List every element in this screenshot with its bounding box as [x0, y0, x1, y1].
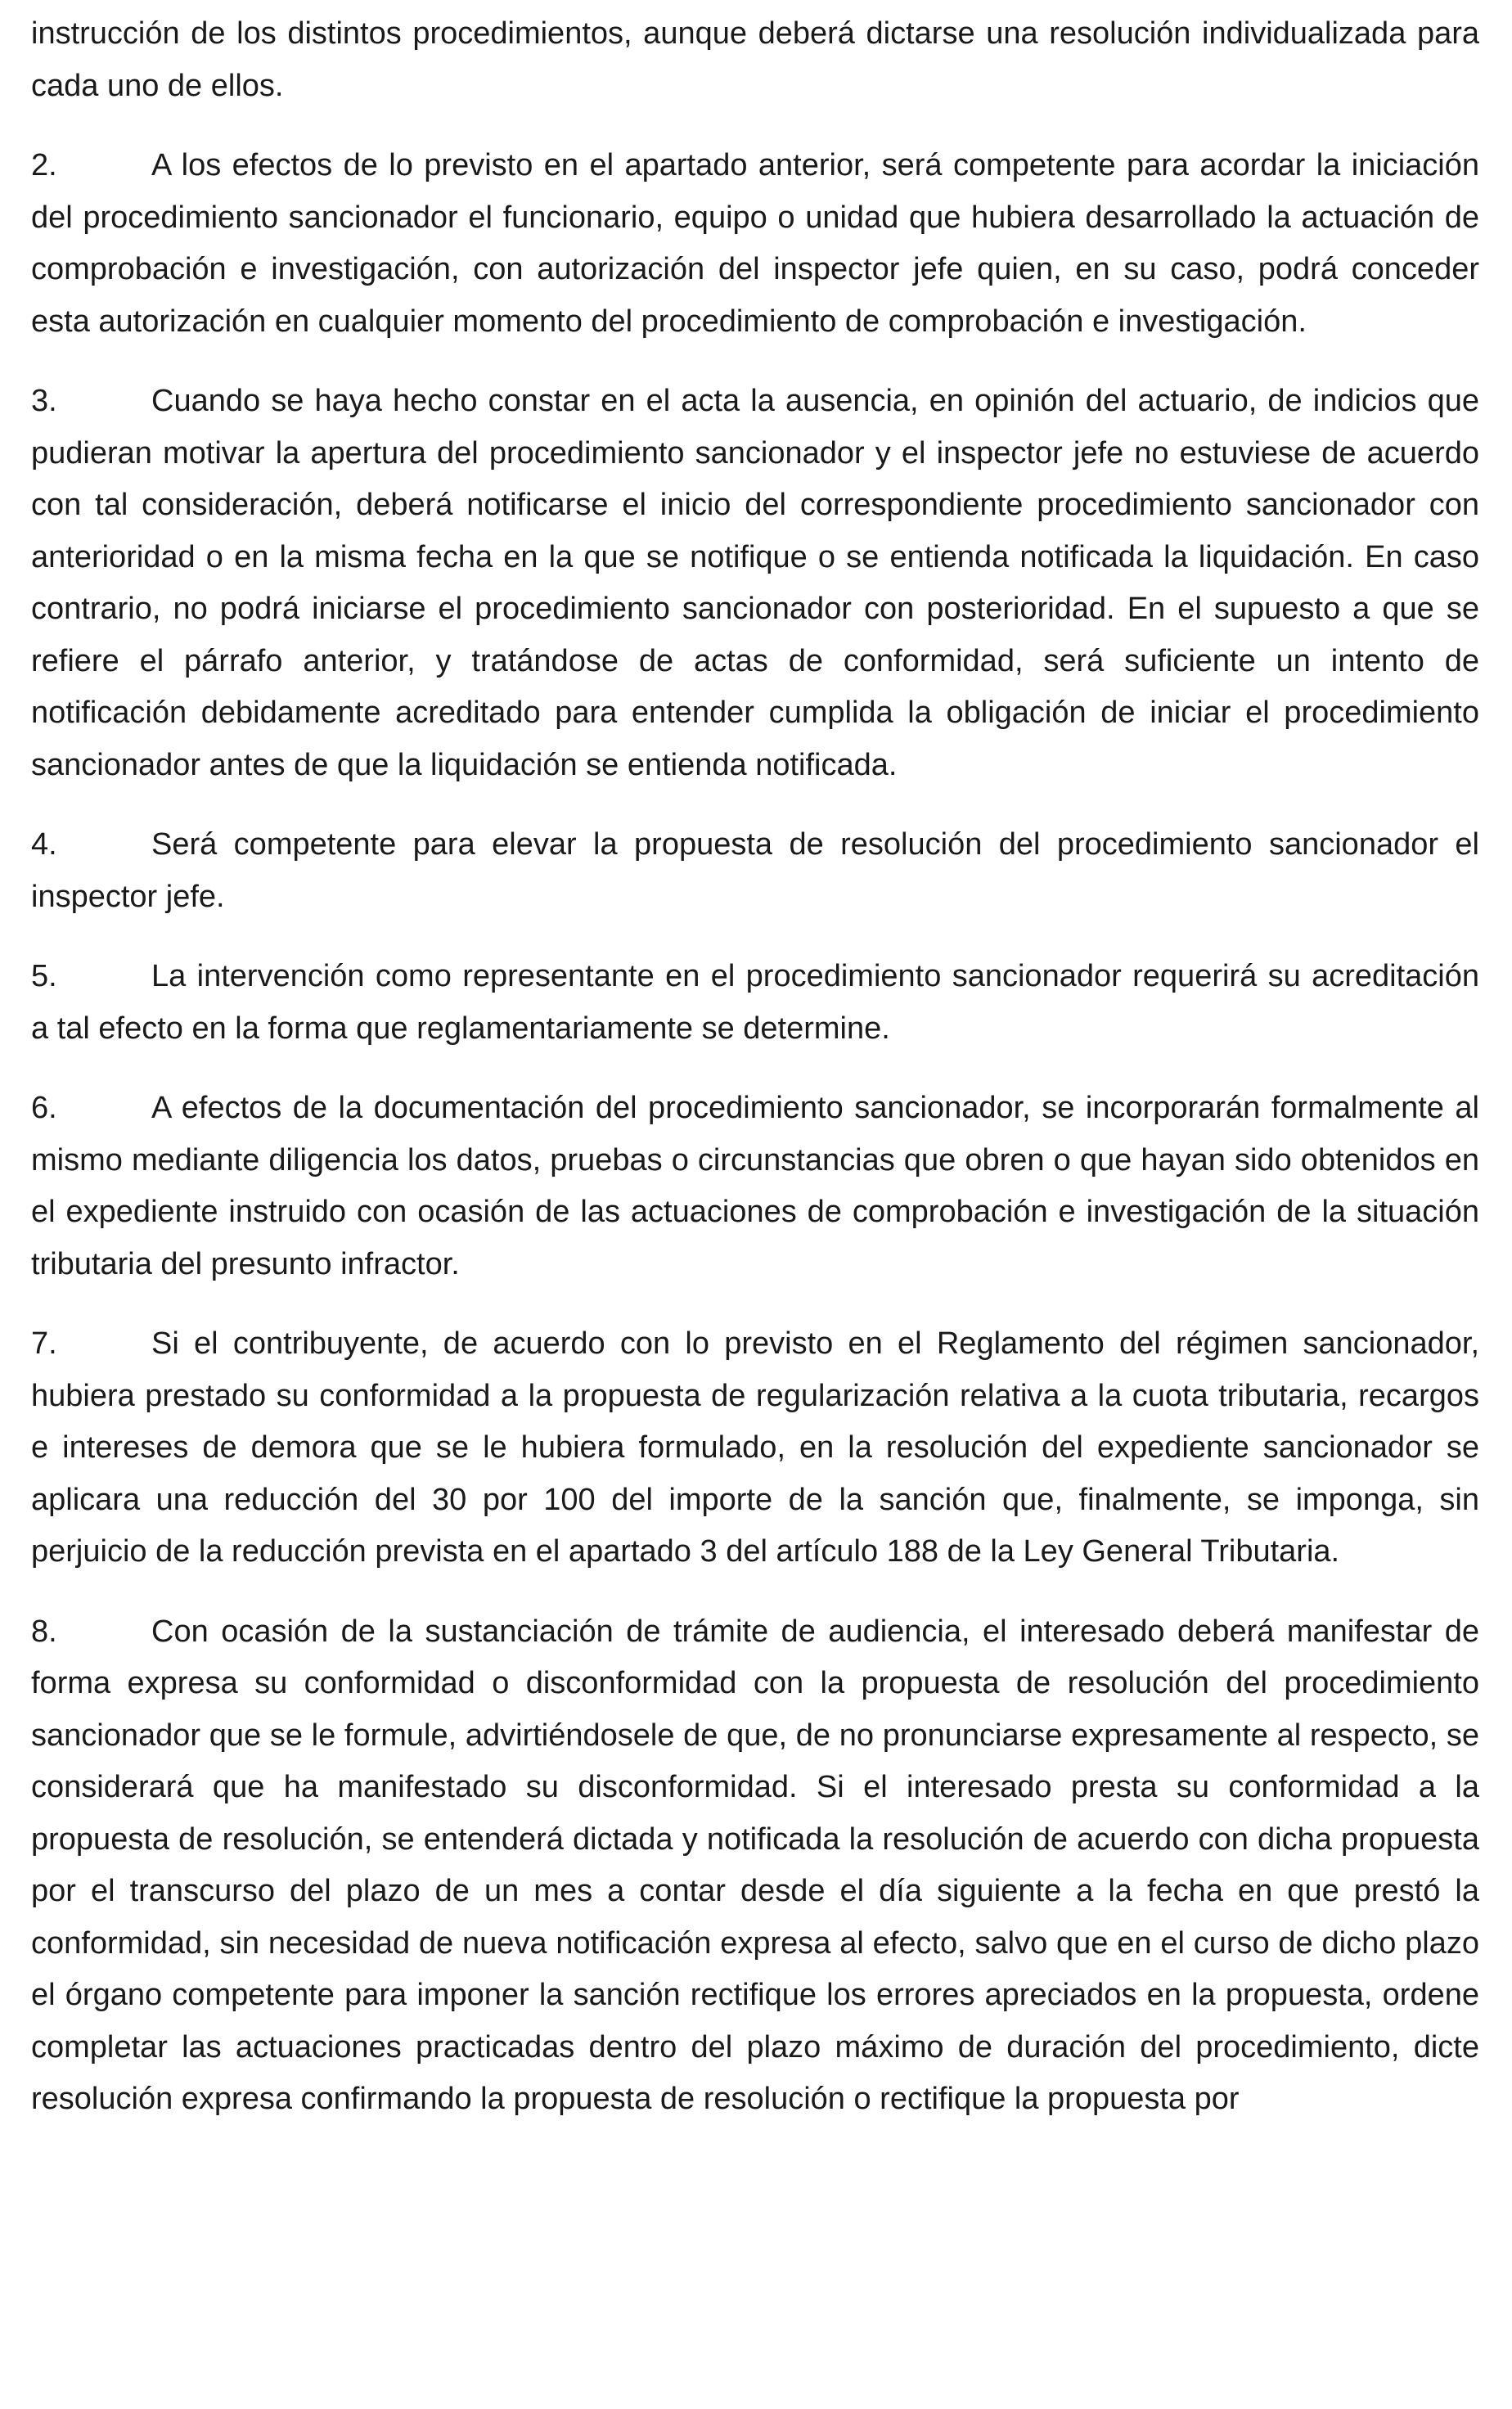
- paragraph-text: Será competente para elevar la propuesta de resolución del procedimiento sancionador el inspector jefe.: [31, 827, 1479, 914]
- paragraph-5: [31, 951, 1479, 1055]
- paragraph-2: [31, 140, 1479, 348]
- paragraph-number: 4.: [31, 827, 57, 862]
- paragraph-text: Con ocasión de la sustanciación de trámite de audiencia, el interesado deberá manifestar de forma expresa su conformidad o disconformidad con la propuesta de resolución del procedimiento sancionador que se le formule, advirtiéndosele de que, de no pronunciarse expresamente al respecto, se considerará que ha manifestado su disconformidad. Si el interesado presta su conformidad a la propuesta de resolución, se entenderá dictada y notificada la resolución de acuerdo con dicha propuesta por el transcurso del plazo de un mes a contar desde el día siguiente a la fecha en que prestó la conformidad, sin necesidad de nueva notificación expresa al efecto, salvo que en el curso de dicho plazo el órgano competente para imponer la sanción rectifique los errores apreciados en la propuesta, ordene completar las actuaciones practicadas dentro del plazo máximo de duración del procedimiento, dicte resolución expresa confirmando la propuesta de resolución o rectifique la propuesta por: [31, 1614, 1479, 2116]
- paragraph-text: A los efectos de lo previsto en el apartado anterior, será competente para acordar la iniciación del procedimiento sancionador el funcionario, equipo o unidad que hubiera desarrollado la actuación de comprobación e investigación, con autorización del inspector jefe quien, en su caso, podrá conceder esta autorización en cualquier momento del procedimiento de comprobación e investigación.: [31, 148, 1479, 339]
- paragraph-text: La intervención como representante en el procedimiento sancionador requerirá su acreditación a tal efecto en la forma que reglamentariamente se determine.: [31, 959, 1479, 1046]
- paragraph-number: 8.: [31, 1614, 57, 1649]
- intro-paragraph: [31, 8, 1479, 112]
- paragraph-8: [31, 1606, 1479, 2126]
- paragraph-number: 5.: [31, 959, 57, 993]
- paragraph-3: [31, 376, 1479, 791]
- intro-text: instrucción de los distintos procedimientos, aunque deberá dictarse una resolución individualizada para cada uno de ellos.: [31, 16, 1479, 103]
- paragraph-text: A efectos de la documentación del procedimiento sancionador, se incorporarán formalmente al mismo mediante diligencia los datos, pruebas o circunstancias que obren o que hayan sido obtenidos en el expediente instruido con ocasión de las actuaciones de comprobación e investigación de la situación tributaria del presunto infractor.: [31, 1091, 1479, 1281]
- document-page: [31, 8, 1479, 2154]
- paragraph-7: [31, 1318, 1479, 1578]
- paragraph-6: [31, 1083, 1479, 1290]
- paragraph-number: 3.: [31, 384, 57, 418]
- paragraph-number: 6.: [31, 1091, 57, 1125]
- paragraph-number: 2.: [31, 148, 57, 182]
- paragraph-text: Si el contribuyente, de acuerdo con lo previsto en el Reglamento del régimen sancionador, hubiera prestado su conformidad a la propuesta de regularización relativa a la cuota tributaria, recargos e intereses de demora que se le hubiera formulado, en la resolución del expediente sancionador se aplicara una reducción del 30 por 100 del importe de la sanción que, finalmente, se imponga, sin perjuicio de la reducción prevista en el apartado 3 del artículo 188 de la Ley General Tributaria.: [31, 1326, 1479, 1569]
- paragraph-4: [31, 819, 1479, 923]
- paragraph-number: 7.: [31, 1326, 57, 1361]
- paragraph-text: Cuando se haya hecho constar en el acta la ausencia, en opinión del actuario, de indicios que pudieran motivar la apertura del procedimiento sancionador y el inspector jefe no estuviese de acuerdo con tal consideración, deberá notificarse el inicio del correspondiente procedimiento sancionador con anterioridad o en la misma fecha en la que se notifique o se entienda notificada la liquidación. En caso contrario, no podrá iniciarse el procedimiento sancionador con posterioridad. En el supuesto a que se refiere el párrafo anterior, y tratándose de actas de conformidad, será suficiente un intento de notificación debidamente acreditado para entender cumplida la obligación de iniciar el procedimiento sancionador antes de que la liquidación se entienda notificada.: [31, 384, 1479, 782]
